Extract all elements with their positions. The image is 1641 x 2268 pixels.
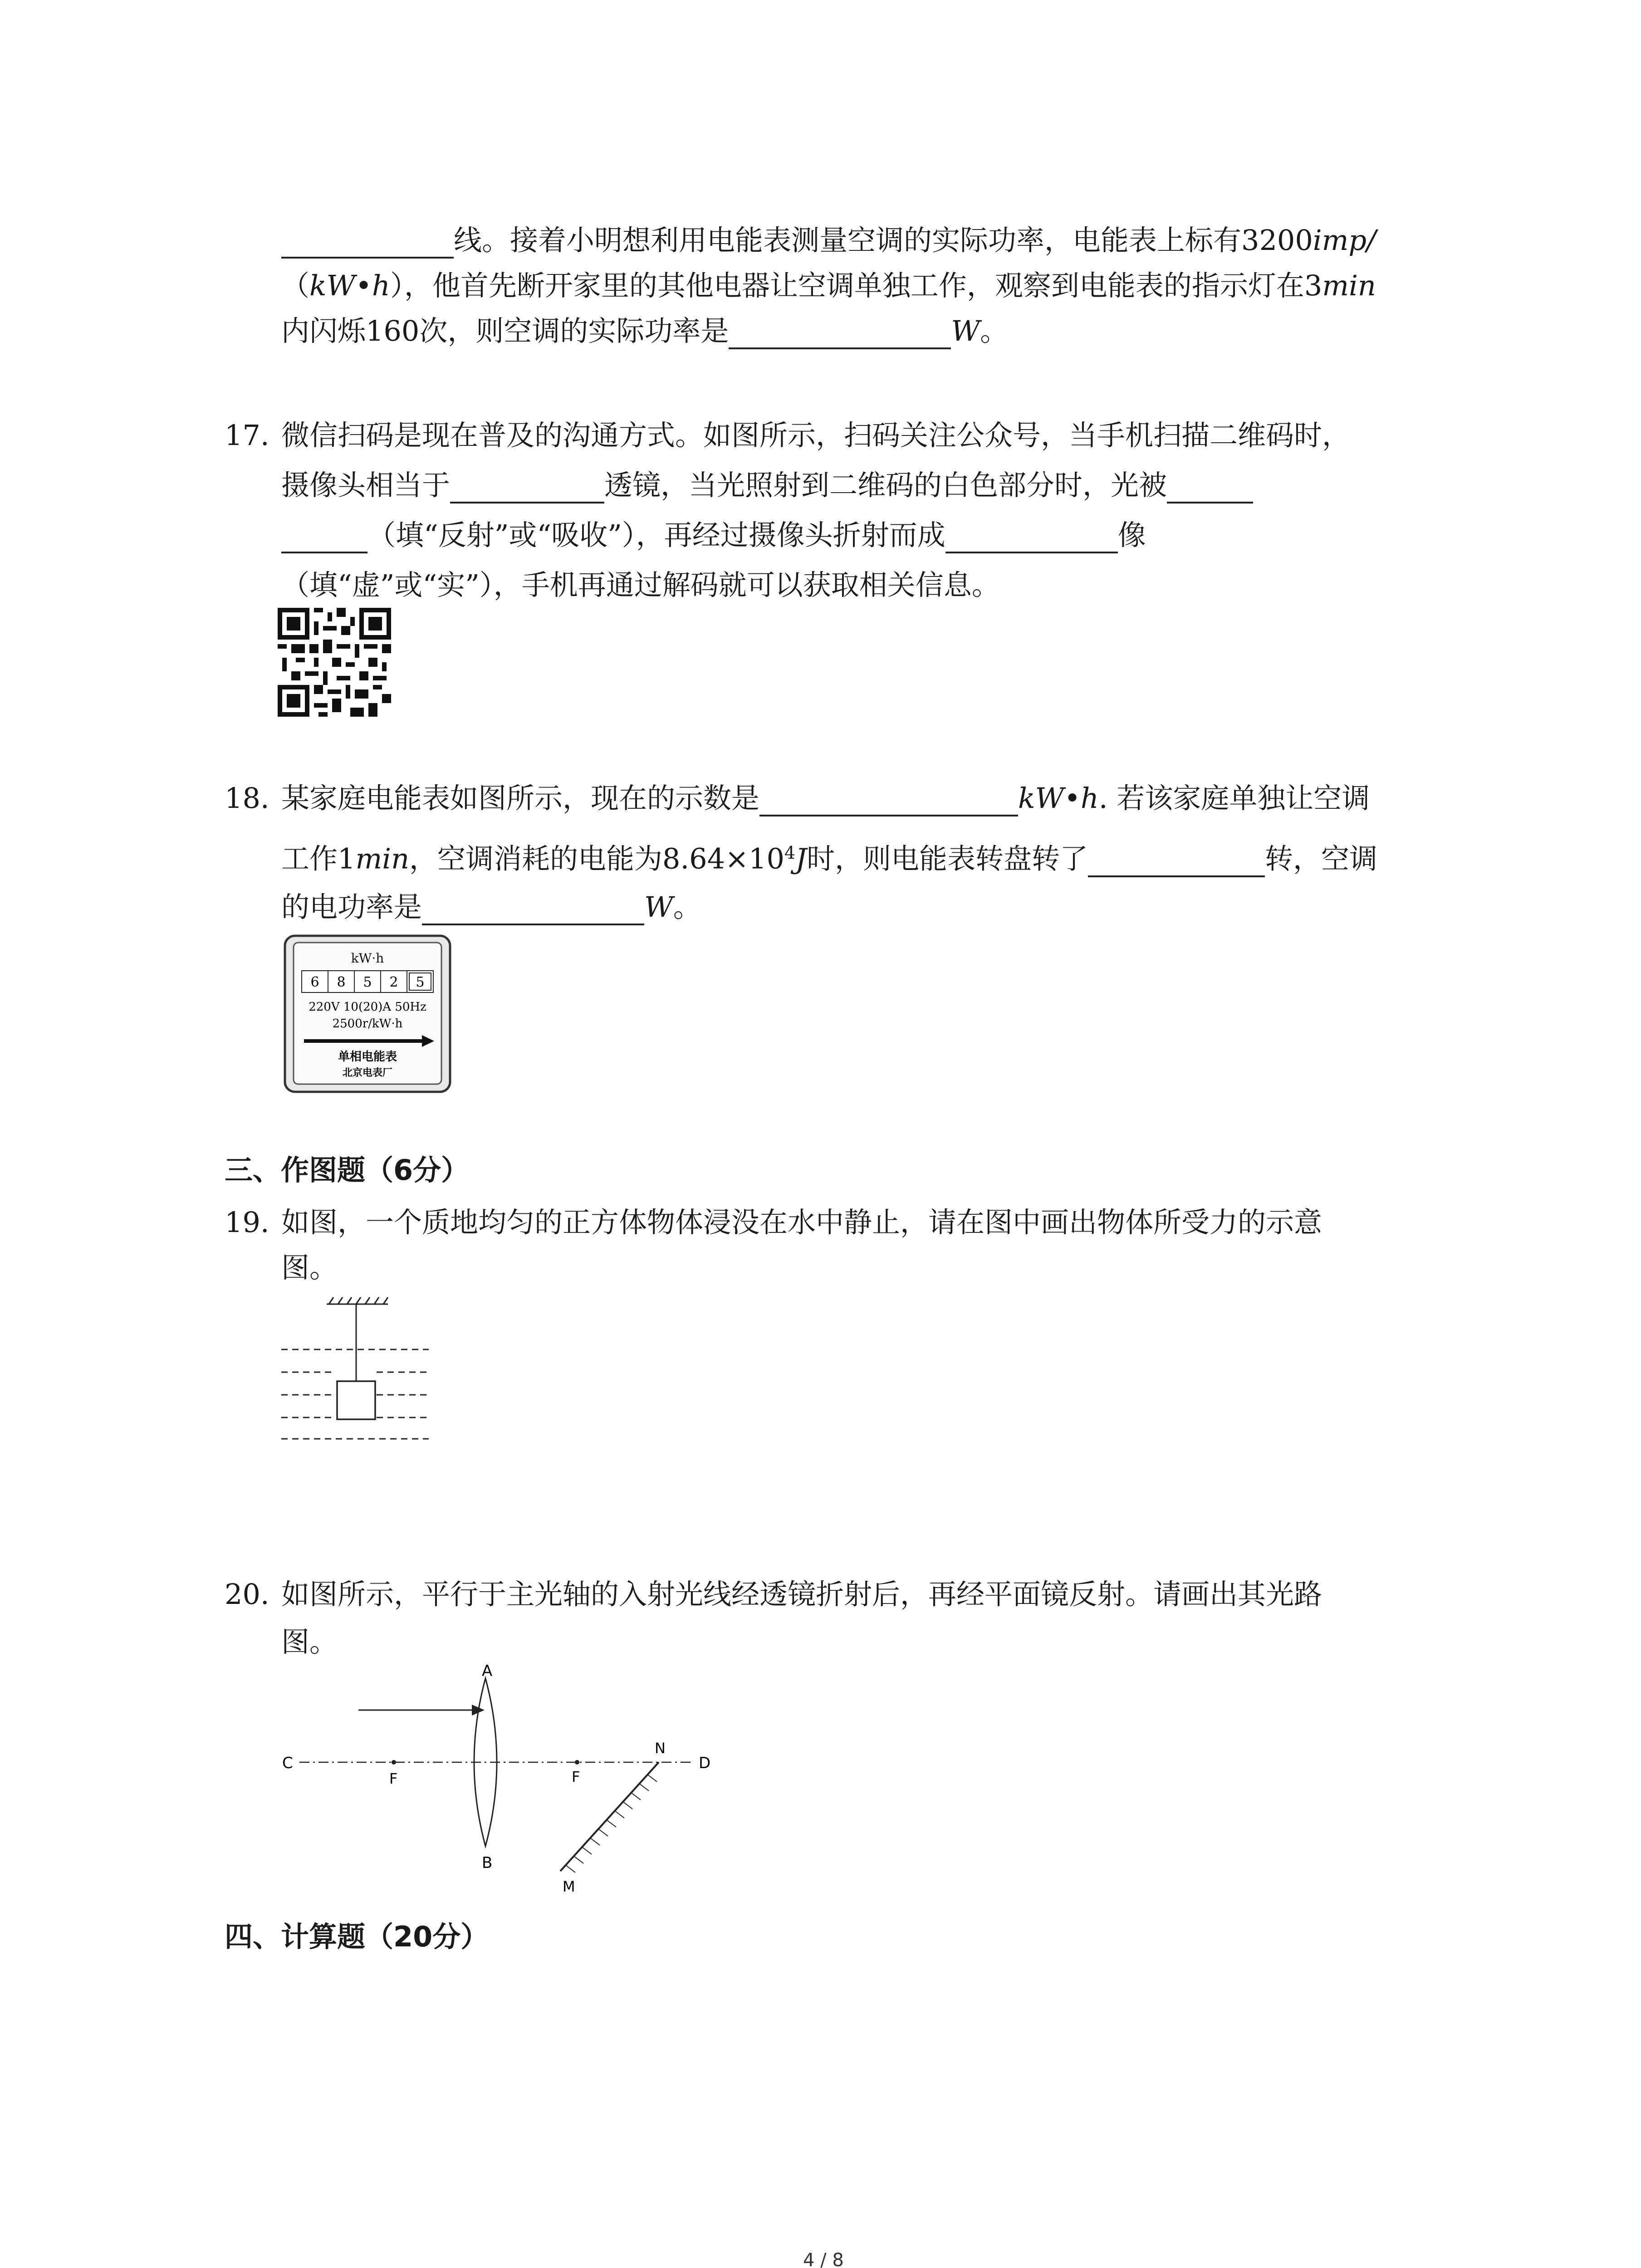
submerged-cube-figure — [279, 1297, 433, 1452]
q18-blank-3[interactable] — [422, 894, 644, 925]
q16-line3: 内闪烁160次，则空调的实际功率是 W。 — [281, 313, 1008, 349]
q19-line1: 如图，一个质地均匀的正方体物体浸没在水中静止，请在图中画出物体所受力的示意 — [281, 1206, 1323, 1239]
q19-line2: 图。 — [281, 1251, 338, 1284]
meter-digit-2: 8 — [337, 974, 346, 990]
q18-line1: 某家庭电能表如图所示，现在的示数是 kW•h. 若该家庭单独让空调 — [281, 780, 1370, 816]
q17-line4: （填“虚”或“实”），手机再通过解码就可以获取相关信息。 — [281, 568, 1000, 601]
q17-blank-2b[interactable] — [281, 523, 367, 553]
label-F-right: F — [572, 1768, 580, 1785]
meter-digit-3: 5 — [363, 974, 372, 990]
q17-line2: 摄像头相当于 透镜，当光照射到二维码的白色部分时，光被 — [281, 467, 1253, 503]
meter-name: 单相电能表 — [338, 1050, 397, 1064]
qr-code-image — [278, 608, 391, 717]
section4-title: 四、计算题（20分） — [225, 1920, 489, 1953]
q17-blank-1[interactable] — [450, 473, 604, 503]
label-C: C — [282, 1754, 293, 1772]
q20-line2: 图。 — [281, 1625, 338, 1658]
q18-line2: 工作1min，空调消耗的电能为$8.64\times 10^4J$时，则电能表转盘转了 转，空调 — [281, 835, 1377, 877]
q20-line1: 如图所示，平行于主光轴的入射光线经透镜折射后，再经平面镜反射。请画出其光路 — [281, 1578, 1323, 1611]
q16-line1: 线。接着小明想利用电能表测量空调的实际功率，电能表上标有3200imp/ — [281, 222, 1376, 259]
q16-blank-2[interactable] — [729, 318, 951, 349]
label-N: N — [655, 1740, 666, 1757]
q16-blank-1[interactable] — [281, 228, 454, 259]
q17-line3: （填“反射”或“吸收”），再经过摄像头折射而成 像 — [281, 517, 1146, 553]
meter-digit-5: 5 — [416, 974, 425, 990]
q16-line2: （kW•h），他首先断开家里的其他电器让空调单独工作，观察到电能表的指示灯在3min — [281, 269, 1376, 302]
meter-rev: 2500r/kW·h — [332, 1017, 403, 1031]
q17-number: 17. — [225, 419, 269, 452]
q20-number: 20. — [225, 1578, 269, 1611]
q18-blank-1[interactable] — [759, 786, 1018, 816]
meter-unit: kW·h — [351, 951, 384, 966]
section3-title: 三、作图题（6分） — [225, 1154, 470, 1187]
q18-line3: 的电功率是 W。 — [281, 889, 701, 925]
q18-blank-2[interactable] — [1088, 846, 1265, 877]
lens-mirror-figure — [272, 1662, 726, 1901]
meter-digit-4: 2 — [389, 974, 398, 990]
q18-number: 18. — [225, 782, 269, 815]
q17-blank-2a[interactable] — [1167, 473, 1253, 503]
label-M: M — [563, 1878, 575, 1895]
electric-meter-figure — [284, 934, 451, 1093]
meter-spec: 220V 10(20)A 50Hz — [309, 1000, 426, 1014]
q17-line1: 微信扫码是现在普及的沟通方式。如图所示，扫码关注公众号，当手机扫描二维码时， — [281, 419, 1351, 452]
q19-number: 19. — [225, 1206, 269, 1239]
meter-maker: 北京电表厂 — [342, 1067, 393, 1079]
label-A: A — [482, 1662, 493, 1680]
label-B: B — [482, 1854, 493, 1872]
meter-digit-1: 6 — [310, 974, 319, 990]
label-F-left: F — [389, 1770, 398, 1787]
q17-blank-3[interactable] — [945, 523, 1118, 553]
label-D: D — [699, 1754, 711, 1772]
page-number: 4 / 8 — [803, 2250, 844, 2268]
